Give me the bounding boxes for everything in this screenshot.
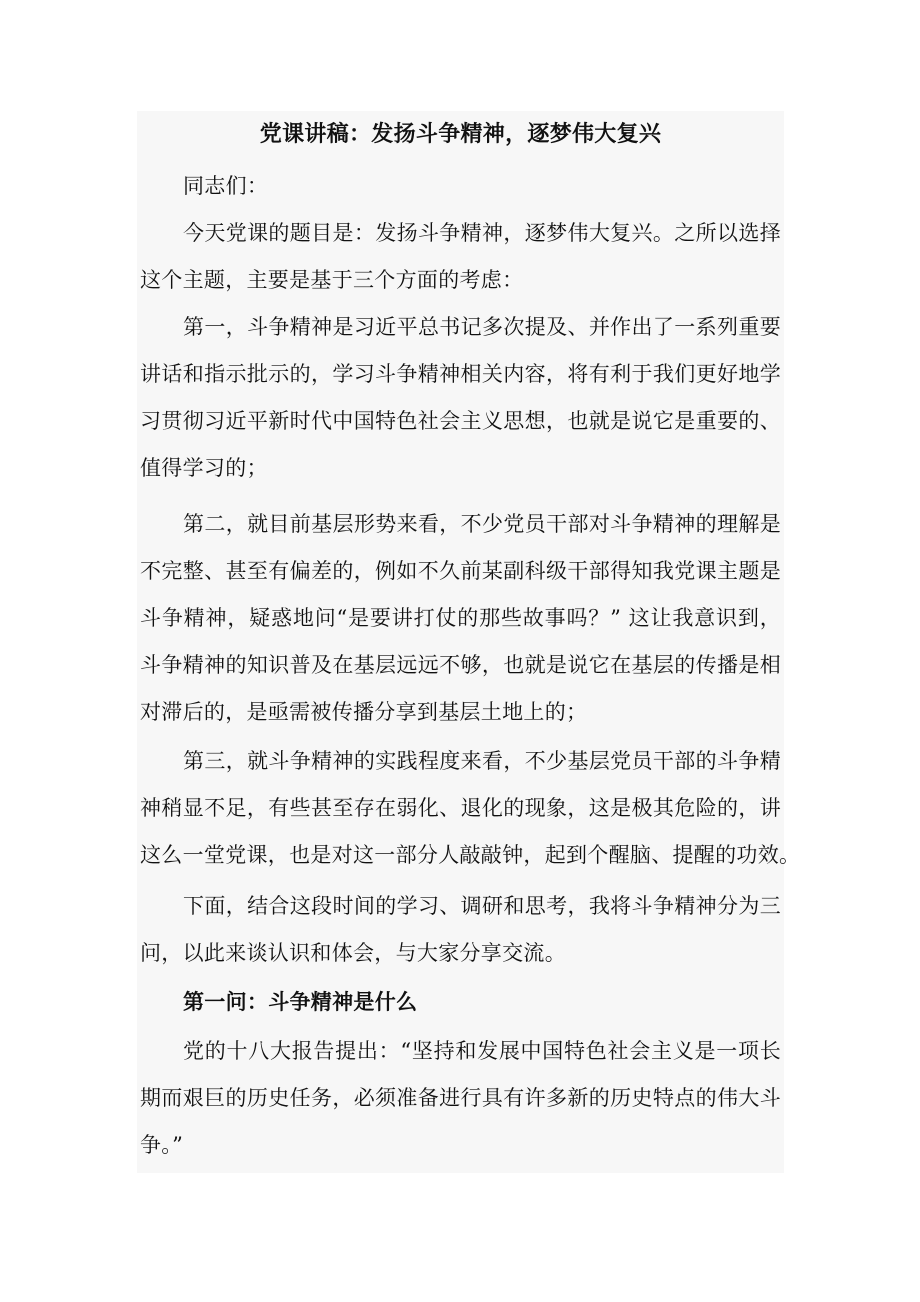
paragraph-line: 第三，就斗争精神的实践程度来看，不少基层党员干部的斗争精 [183,749,781,773]
document-text-block [137,111,801,1173]
paragraph-line: 这么一堂党课，也是对这一部分人敲敲钟，起到个醒脑、提醒的功效。 [140,843,801,867]
paragraph-line: 第二，就目前基层形势来看，不少党员干部对斗争精神的理解是 [183,512,781,536]
paragraph-line: 下面，结合这段时间的学习、调研和思考，我将斗争精神分为三 [183,894,781,918]
paragraph-line: 今天党课的题目是：发扬斗争精神，逐梦伟大复兴。之所以选择 [183,221,781,245]
paragraph-line: 对滞后的，是亟需被传播分享到基层土地上的； [140,700,588,724]
paragraph-line: 第一，斗争精神是习近平总书记多次提及、并作出了一系列重要 [183,315,781,339]
paragraph-line: 习贯彻习近平新时代中国特色社会主义思想，也就是说它是重要的、 [140,409,781,433]
paragraph-line: 这个主题，主要是基于三个方面的考虑： [140,268,524,292]
paragraph-line: 党的十八大报告提出：“坚持和发展中国特色社会主义是一项长 [183,1039,781,1063]
paragraph-line: 不完整、甚至有偏差的，例如不久前某副科级干部得知我党课主题是 [140,559,781,583]
paragraph-line: 问，以此来谈认识和体会，与大家分享交流。 [140,941,566,965]
section-heading: 第一问：斗争精神是什么 [183,989,418,1014]
paragraph-line: 值得学习的； [140,456,268,480]
paragraph-line: 争。” [140,1133,184,1157]
paragraph-line: 斗争精神的知识普及在基层远远不够，也就是说它在基层的传播是相 [140,653,781,677]
paragraph-line: 期而艰巨的历史任务，必须准备进行具有许多新的历史特点的伟大斗 [140,1086,781,1110]
document-title: 党课讲稿：发扬斗争精神，逐梦伟大复兴 [259,121,662,147]
paragraph-line: 讲话和指示批示的，学习斗争精神相关内容，将有利于我们更好地学 [140,362,781,386]
paragraph-line: 斗争精神，疑惑地问“是要讲打仗的那些故事吗？” 这让我意识到， [140,606,781,630]
salutation: 同志们： [183,174,269,198]
paragraph-line: 神稍显不足，有些甚至存在弱化、退化的现象，这是极其危险的，讲 [140,796,781,820]
